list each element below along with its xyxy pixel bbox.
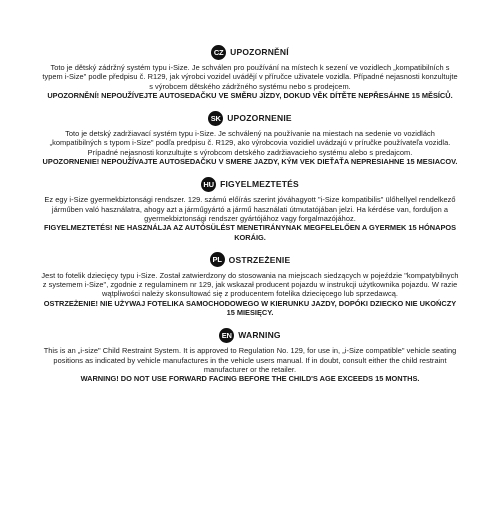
section-sk	[40, 110, 460, 166]
section-warning: OSTRZEŻENIE! NIE UŻYWAJ FOTELIKA SAMOCHODOWEGO W KIERUNKU JAZDY, DOPÓKI DZIECKO NIE UKOŃCZY 15 MIESIĘCY.	[43, 298, 457, 318]
section-pl	[40, 252, 460, 317]
language-badge-sk: SK	[208, 111, 223, 126]
language-badge-hu: HU	[201, 177, 216, 192]
section-title: FIGYELMEZTETÉS	[220, 179, 299, 190]
section-warning: FIGYELMEZTETÉS! NE HASZNÁLJA AZ AUTÓSÜLÉST MENETIRÁNYNAK MEGFELELŐEN A GYERMEK 15 HÓNAPOS KORÁIG.	[43, 223, 457, 242]
section-header	[40, 44, 460, 60]
language-badge-cz: CZ	[211, 45, 226, 60]
section-body: Ez egy i-Size gyermekbiztonsági rendszer. 129. számú előírás szerint jóváhagyott "i-Size kompatibilis" ülőhellyel rendelkező járműben való használatra, ahogy azt a járműgyártó a jármű használati útmutatójában jelzi. Ha kérdése van, forduljon a gyermekbiztonsági rendszer gyártójához vagy forgalmazójához.	[44, 195, 456, 223]
section-header	[40, 176, 460, 192]
section-body: Jest to fotelik dziecięcy typu i-Size. Został zatwierdzony do stosowania na miejscach siedzących w pojeździe "kompatybilnych z systemem i-Size", zgodnie z regulaminem nr 129, jak wskazał producent pojazdu w instrukcji użytkownika pojazdu. W razie wątpliwości należy skonsultować się z producentem fotelika dziecięcego lub sprzedawcą.	[41, 270, 459, 299]
section-en	[40, 327, 460, 383]
section-cz	[40, 44, 460, 100]
section-warning: WARNING! DO NOT USE FORWARD FACING BEFORE THE CHILD'S AGE EXCEEDS 15 MONTHS.	[80, 374, 420, 384]
section-header	[40, 110, 460, 126]
section-title: OSTRZEŻENIE	[228, 254, 291, 265]
section-title: UPOZORNĚNÍ	[230, 47, 289, 57]
section-header	[40, 252, 460, 268]
section-body: This is an „i-size" Child Restraint System. It is approved to Regulation No. 129, for use in, „i-Size compatible" vehicle seating positions as indicated by vehicle manufactures in the vehicle users manual. If in doubt, consult either the child restraint manufacturer or the retailer.	[43, 346, 457, 374]
section-body: Toto je dětský zádržný systém typu i-Size. Je schválen pro používání na místech k sezení ve vozidlech „kompatibilních s typem i-Size" podle předpisu č. R129, jak výrobci vozidel uvádějí v příručce uživatele vozidla. Případné nejasnosti konzultujte s výrobcem dětského zádržného systému nebo s prodejcem.	[42, 63, 458, 91]
section-hu	[40, 176, 460, 241]
language-badge-pl: PL	[210, 252, 225, 267]
section-warning: UPOZORNĚNÍ! NEPOUŽÍVEJTE AUTOSEDAČKU VE SMĚRU JÍZDY, DOKUD VĚK DÍTĚTE NEPŘESÁHNE 15 MĚSÍCŮ.	[47, 90, 453, 100]
section-warning: UPOZORNENIE! NEPOUŽÍVAJTE AUTOSEDAČKU V SMERE JAZDY, KÝM VEK DIEŤAŤA NEPRESIAHNE 15 MESIACOV.	[42, 157, 458, 167]
manual-page	[40, 44, 460, 394]
section-title: WARNING	[238, 330, 281, 341]
language-badge-en: EN	[219, 328, 234, 343]
section-title: UPOZORNENIE	[227, 113, 292, 124]
section-header	[40, 327, 460, 343]
section-body: Toto je detský zadržiavací systém typu i-Size. Je schválený na používanie na miestach na sedenie vo vozidlách „kompatibilných s typom i-Size" podľa predpisu č. R129, ako výrobcovia vozidiel uvádzajú v príručke používateľa vozidla. Prípadné nejasnosti konzultujte s výrobcom detského zadržiavacieho systému alebo s predajcom.	[49, 129, 451, 157]
